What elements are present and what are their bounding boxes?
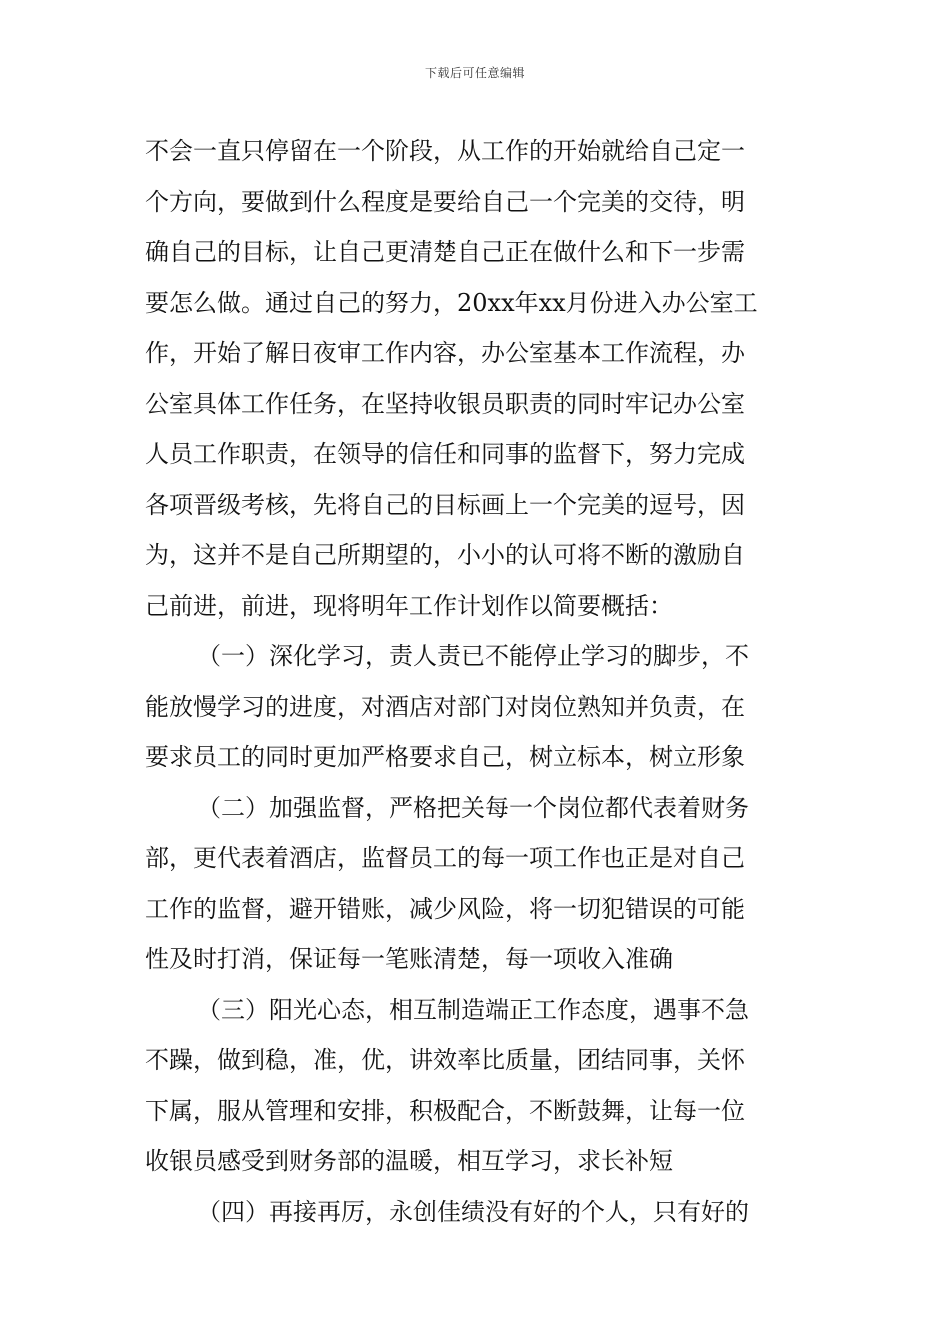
text-line: 确自己的目标，让自己更清楚自己正在做什么和下一步需: [145, 238, 745, 266]
text-line: （二）加强监督，严格把关每一个岗位都代表着财务: [197, 793, 749, 822]
text-line: （一）深化学习，责人责已不能停止学习的脚步，不: [197, 642, 749, 670]
text-line: 要求员工的同时更加严格要求自己，树立标本，树立形象: [145, 743, 745, 771]
text-line: 不躁，做到稳，准，优，讲效率比质量，团结同事，关怀: [145, 1046, 745, 1074]
paragraph: [145, 631, 807, 783]
page-header: 下载后可任意编辑: [424, 66, 525, 80]
text-line: 部，更代表着酒店，监督员工的每一项工作也正是对自己: [145, 844, 745, 872]
text-line: 性及时打消，保证每一笔账清楚，每一项收入准确: [145, 945, 673, 973]
text-line: 人员工作职责，在领导的信任和同事的监督下，努力完成: [145, 440, 745, 468]
text-line: 下属，服从管理和安排，积极配合，不断鼓舞，让每一位: [145, 1096, 745, 1125]
text-line: 作，开始了解日夜审工作内容，办公室基本工作流程，办: [145, 339, 745, 367]
document-body: [145, 126, 807, 1237]
text-line: 能放慢学习的进度，对酒店对部门对岗位熟知并负责，在: [145, 692, 745, 721]
text-line: 个方向，要做到什么程度是要给自己一个完美的交待，明: [145, 187, 745, 216]
text-line: 收银员感受到财务部的温暖，相互学习，求长补短: [145, 1147, 673, 1175]
text-line: 不会一直只停留在一个阶段，从工作的开始就给自己定一: [145, 137, 745, 165]
text-line: 工作的监督，避开错账，减少风险，将一切犯错误的可能: [145, 894, 745, 923]
text-line: 公室具体工作任务，在坚持收银员职责的同时牢记办公室: [145, 389, 745, 418]
text-line: 各项晋级考核，先将自己的目标画上一个完美的逗号，因: [145, 490, 745, 519]
paragraph: [145, 985, 807, 1187]
paragraph: [145, 1187, 807, 1238]
text-line: （四）再接再厉，永创佳绩没有好的个人，只有好的: [197, 1197, 749, 1226]
paragraph: [145, 126, 807, 631]
text-line: （三）阳光心态，相互制造端正工作态度，遇事不急: [197, 995, 749, 1024]
paragraph: [145, 783, 807, 985]
text-line: 己前进，前进，现将明年工作计划作以简要概括：: [145, 591, 673, 620]
text-line: 要怎么做。通过自己的努力，20xx年xx月份进入办公室工: [145, 288, 758, 317]
text-line: 为，这并不是自己所期望的，小小的认可将不断的激励自: [145, 541, 745, 569]
